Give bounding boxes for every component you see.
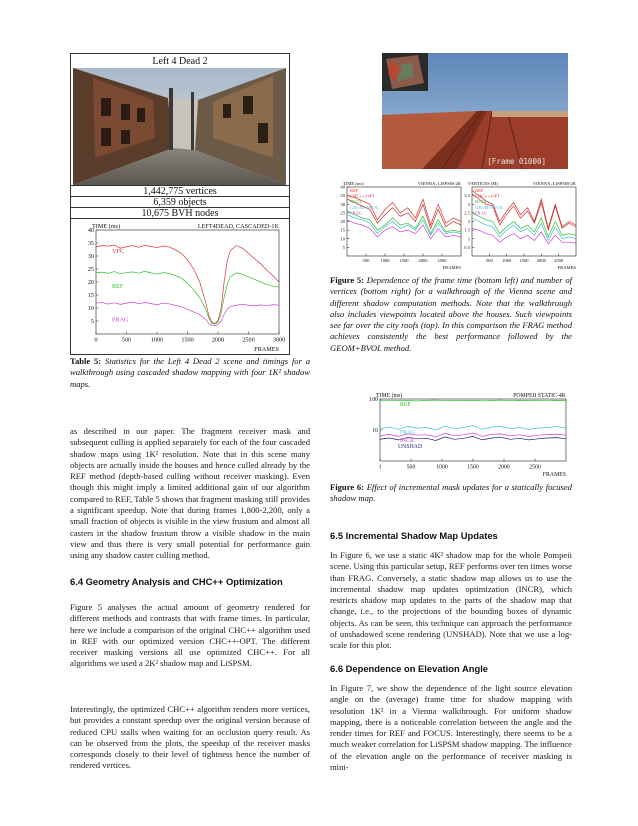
y-tick-label: 20 bbox=[87, 279, 94, 287]
chart-title: VIENNA, LISPSM-2K bbox=[417, 181, 461, 186]
figure5-caption-label: Figure 5: bbox=[330, 275, 365, 285]
y-axis-label: VERTICES (M) bbox=[468, 181, 498, 186]
y-tick-label: 15 bbox=[87, 292, 94, 300]
y-tick-label: 1 bbox=[467, 236, 470, 242]
figure6-caption-label: Figure 6: bbox=[330, 482, 365, 492]
vienna-frame-time-chart bbox=[330, 178, 465, 270]
y-tick-label: 30 bbox=[340, 201, 345, 207]
pompeii-incremental-chart bbox=[360, 389, 572, 477]
right-para-1: In Figure 6, we use a static 4K² shadow map for the whole Pompeii scene. Using this particular setup, REF performs over ten times worse than FRAG. Conversely, a static shadow map allows us to use the incremental shadow map updates optimization (INCR), which restricts shadow map updates to the parts of the shadow map that change, i.e., to the projections of the bounding boxes of dynamic objects. As can be seen, this technique can approach the performance of unshadowed scene rendering (UNSHAD). Note that we use a log-scale for this plot. bbox=[330, 550, 572, 651]
series-line-ref bbox=[380, 400, 566, 401]
y-tick-label: 25 bbox=[340, 210, 345, 216]
y-tick-label: 40 bbox=[340, 184, 345, 190]
table5-caption bbox=[70, 356, 310, 390]
y-tick-label: 30 bbox=[87, 253, 94, 261]
legend-entry: REF bbox=[350, 188, 359, 193]
legend-entry: REF bbox=[400, 402, 411, 409]
x-tick-label: 2500 bbox=[242, 336, 255, 344]
x-axis-label: FRAMES bbox=[542, 472, 566, 477]
table5-stat-bvh-nodes: 10,675 BVH nodes bbox=[71, 207, 289, 219]
legend-entry: BVOL bbox=[475, 199, 488, 205]
y-axis-label: TIME (ms) bbox=[343, 181, 364, 186]
x-tick-label: 1500 bbox=[181, 336, 194, 344]
legend-entry: REF bbox=[475, 188, 484, 193]
x-tick-label: 1000 bbox=[502, 258, 512, 264]
y-tick-label: 35 bbox=[87, 240, 94, 248]
y-tick-label: 20 bbox=[340, 219, 345, 225]
y-tick-label: 2.5 bbox=[464, 210, 470, 216]
series-line-vfc bbox=[96, 245, 279, 324]
x-tick-label: 1500 bbox=[467, 464, 479, 471]
figure6-caption bbox=[330, 482, 572, 505]
y-tick-label: 0.5 bbox=[464, 244, 470, 250]
right-para-2: In Figure 7, we show the dependence of the light source elevation angle on the (average) frame time for shadow mapping with resolution 1K² in a Vienna walkthrough. For uniform shadow mapping, there is a noticeable correlation between the angle and the render times for REF and FOCUS. Interestingly, there seems to be a much weaker correlation for LiSPSM shadow mapping. The influence of the elevation angle on the performance of receiver masking is mini- bbox=[330, 683, 572, 773]
chart-title: POMPEII STATIC-4K bbox=[513, 393, 566, 399]
figure6-caption-text: Effect of incremental mask updates for a statically focused shadow map. bbox=[330, 482, 572, 504]
vienna-vertices-chart bbox=[456, 178, 580, 270]
left4dead-timing-chart bbox=[72, 220, 287, 352]
table5-scene-title: Left 4 Dead 2 bbox=[152, 56, 208, 67]
y-tick-label: 1.5 bbox=[464, 227, 470, 233]
chart-title: VIENNA, LISPSM-2K bbox=[532, 181, 576, 186]
x-tick-label: 1500 bbox=[519, 258, 529, 264]
figure5-caption-text: Dependence of the frame time (bottom left) and number of vertices (bottom right) for a walkthrough of the Vienna scene and different shadow computation methods. Note that the walkthrough also includes viewpoints located above the houses. Such viewpoints see far over the city roofs (top). In this comparison the FRAG method achieves consistently the best performance followed by the GEOM+BVOL method. bbox=[330, 275, 573, 353]
left4dead-screenshot bbox=[73, 68, 286, 185]
legend-entry: REF bbox=[112, 283, 124, 291]
series-line-ref bbox=[472, 194, 576, 230]
figure5-caption bbox=[330, 275, 572, 354]
y-axis-label: TIME (ms) bbox=[376, 393, 403, 399]
x-tick-label: 2000 bbox=[211, 336, 225, 344]
legend-entry: GEOM+BVOL bbox=[350, 204, 379, 210]
chart-title: LEFT4DEAD, CASCADED-1K bbox=[197, 223, 279, 230]
y-tick-label: 10 bbox=[340, 236, 345, 242]
x-tick-label: 500 bbox=[406, 464, 416, 471]
table5-caption-label: Table 5: bbox=[70, 356, 102, 366]
series-line-bvol bbox=[472, 213, 576, 237]
x-tick-label: 2000 bbox=[498, 464, 510, 471]
x-tick-label: 2500 bbox=[529, 464, 541, 471]
vienna-screenshot bbox=[382, 53, 568, 169]
legend-entry: FRAG bbox=[112, 316, 129, 324]
x-tick-label: 1000 bbox=[436, 464, 448, 471]
y-tick-label: 3.5 bbox=[464, 193, 470, 199]
x-tick-label: 2500 bbox=[437, 258, 447, 264]
x-tick-label: 2000 bbox=[536, 258, 546, 264]
x-tick-label: 1000 bbox=[150, 336, 164, 344]
x-tick-label: 0 bbox=[94, 336, 98, 344]
left4dead-scene-image bbox=[73, 68, 286, 185]
table5-figure-box bbox=[70, 53, 290, 355]
vienna-scene-image bbox=[382, 53, 568, 169]
x-axis-label: FRAMES bbox=[557, 265, 576, 270]
y-tick-label: 2 bbox=[467, 219, 470, 225]
y-tick-label: 35 bbox=[340, 193, 345, 199]
legend-entry: GEOM+BVOL bbox=[475, 204, 504, 210]
y-axis-label: TIME (ms) bbox=[92, 223, 121, 230]
legend-entry: CHC++-OPT bbox=[350, 193, 375, 199]
legend-entry: FRAG bbox=[475, 210, 488, 216]
legend-entry: VFC bbox=[112, 247, 125, 255]
x-tick-label: 1500 bbox=[399, 258, 409, 264]
y-tick-label: 10 bbox=[87, 305, 94, 313]
legend-entry: FRAG bbox=[350, 210, 363, 216]
y-tick-label: 40 bbox=[87, 227, 94, 235]
y-tick-label: 5 bbox=[90, 318, 94, 326]
legend-entry: BVOL bbox=[350, 199, 363, 205]
y-tick-label: 10 bbox=[372, 428, 378, 435]
x-tick-label: 500 bbox=[485, 258, 493, 264]
y-tick-label: 5 bbox=[342, 244, 345, 250]
section-6-4-heading: 6.4 Geometry Analysis and CHC++ Optimization bbox=[70, 576, 283, 587]
x-tick-label: 1 bbox=[378, 464, 382, 471]
left-para-1: as described in our paper. The fragment receiver mask and subsequent culling is applied separately for each of the four cascaded shadow maps using 1K² resolution. Note that in this scene many objects are actually inside the houses and hence culled already by the REF method (depth-based culling without receiver masking). Even though this might imply a limited additional gain of our algorithm compared to REF, Table 5 shows that fragment masking still provides a significant speedup. Note that during frames 1,800-2,200, only a small fraction of objects is visible in the view frustum and almost all casters in the shadow frustum throw a visible shadow in the main view and thus there is very small potential for performance gain using any shadow caster culling method. bbox=[70, 426, 310, 561]
x-tick-label: 2000 bbox=[418, 258, 428, 264]
y-tick-label: 15 bbox=[340, 227, 345, 233]
legend-entry: UNSHAD bbox=[398, 444, 423, 451]
x-tick-label: 500 bbox=[362, 258, 370, 264]
x-axis-label: FRAMES bbox=[442, 265, 461, 270]
y-tick-label: 25 bbox=[87, 266, 94, 274]
y-tick-label: 100 bbox=[369, 397, 378, 404]
frame-counter-label: [Frame 01000] bbox=[487, 157, 546, 166]
x-tick-label: 3000 bbox=[272, 336, 286, 344]
table5-stat-objects: 6,359 objects bbox=[71, 196, 289, 208]
left-para-2: Figure 5 analyses the actual amount of geometry rendered for different methods and contrasts that with frame times. In particular, here we include a comparison of the original CHC++ algorithm used in REF with our optimized version CHC++-OPT. The different receiver masking versions all use optimized CHC++. For all algorithms we used a 2K² shadow map and LiSPSM. bbox=[70, 602, 310, 669]
x-axis-label: FRAMES bbox=[254, 346, 279, 352]
section-6-5-heading: 6.5 Incremental Shadow Map Updates bbox=[330, 530, 498, 541]
x-tick-label: 2500 bbox=[554, 258, 564, 264]
legend-entry: CHC++-OPT bbox=[475, 193, 500, 199]
section-6-6-heading: 6.6 Dependence on Elevation Angle bbox=[330, 663, 489, 674]
legend-entry: INCR bbox=[400, 438, 414, 444]
x-tick-label: 500 bbox=[121, 336, 132, 344]
x-tick-label: 1000 bbox=[380, 258, 390, 264]
y-tick-label: 3 bbox=[467, 201, 470, 207]
left-para-3: Interestingly, the optimized CHC++ algorithm renders more vertices, but provides a constant speedup over the original version because of reduced CPU stalls when waiting for an occlusion query result. As can be observed from the plots, the speedup of the receiver masks corresponds closely to their level of tightness hence the number of rendered vertices. bbox=[70, 704, 310, 771]
legend-entry: FRAG bbox=[400, 429, 416, 436]
table5-stat-vertices: 1,442,775 vertices bbox=[71, 185, 289, 197]
table5-caption-text: Statistics for the Left 4 Dead 2 scene and timings for a walkthrough using cascaded shadow mapping with four 1K² shadow maps. bbox=[70, 356, 310, 389]
